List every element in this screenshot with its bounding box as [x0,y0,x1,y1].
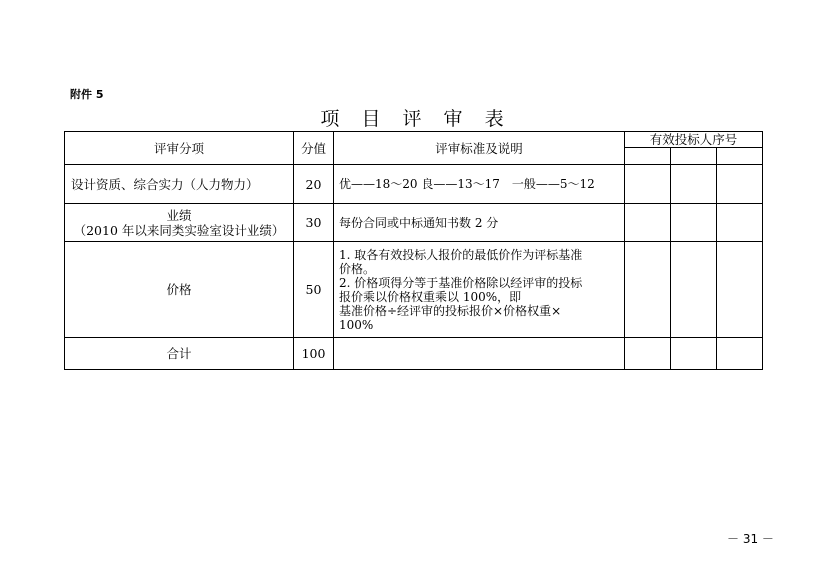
row-item-line: （2010 年以来同类实验室设计业绩） [73,222,285,238]
bidder-header-cell-1 [625,148,671,165]
row-score: 20 [294,165,334,204]
row-criteria [334,242,625,338]
row-item-line: 业绩 [166,207,192,223]
row-item: 价格 [65,242,294,338]
attachment-label: 附件 5 [70,88,104,101]
row-item: 设计资质、综合实力（人力物力） [65,165,294,204]
table-row [65,204,763,242]
bidder-cell [671,165,717,204]
bidder-cell [671,338,717,370]
row-score: 100 [294,338,334,370]
row-item [65,204,294,242]
table-row [65,165,763,204]
bidder-header-cell-2 [671,148,717,165]
header-bidders: 有效投标人序号 [625,132,763,148]
bidder-cell [717,242,763,338]
criteria-line: 1. 取各有效投标人报价的最低价作为评标基准 [339,247,583,262]
bidder-cell [717,204,763,242]
bidder-cell [671,204,717,242]
criteria-line: 2. 价格项得分等于基准价格除以经评审的投标 [339,275,583,290]
row-criteria: 每份合同或中标通知书数 2 分 [334,204,625,242]
bidder-cell [717,338,763,370]
row-criteria [334,338,625,370]
table-row [65,338,763,370]
criteria-line: 基准价格÷经评审的投标报价×价格权重× [339,303,562,318]
row-score: 30 [294,204,334,242]
bidder-cell [671,242,717,338]
bidder-cell [625,338,671,370]
header-criteria: 评审标准及说明 [334,132,625,165]
criteria-line: 价格。 [339,261,376,276]
row-score: 50 [294,242,334,338]
bidder-header-cell-3 [717,148,763,165]
row-criteria: 优——18～20 良——13～17 一般——5～12 [334,165,625,204]
row-item: 合计 [65,338,294,370]
bidder-cell [625,242,671,338]
review-table [64,131,763,370]
page-number: － 31 － [727,532,774,546]
table-row [65,242,763,338]
bidder-cell [625,165,671,204]
page-title: 项 目 评 审 表 [320,108,512,130]
bidder-cell [717,165,763,204]
header-score: 分值 [294,132,334,165]
bidder-cell [625,204,671,242]
criteria-line: 报价乘以价格权重乘以 100%，即 [339,289,522,304]
header-item: 评审分项 [65,132,294,165]
criteria-line: 100% [339,317,374,332]
